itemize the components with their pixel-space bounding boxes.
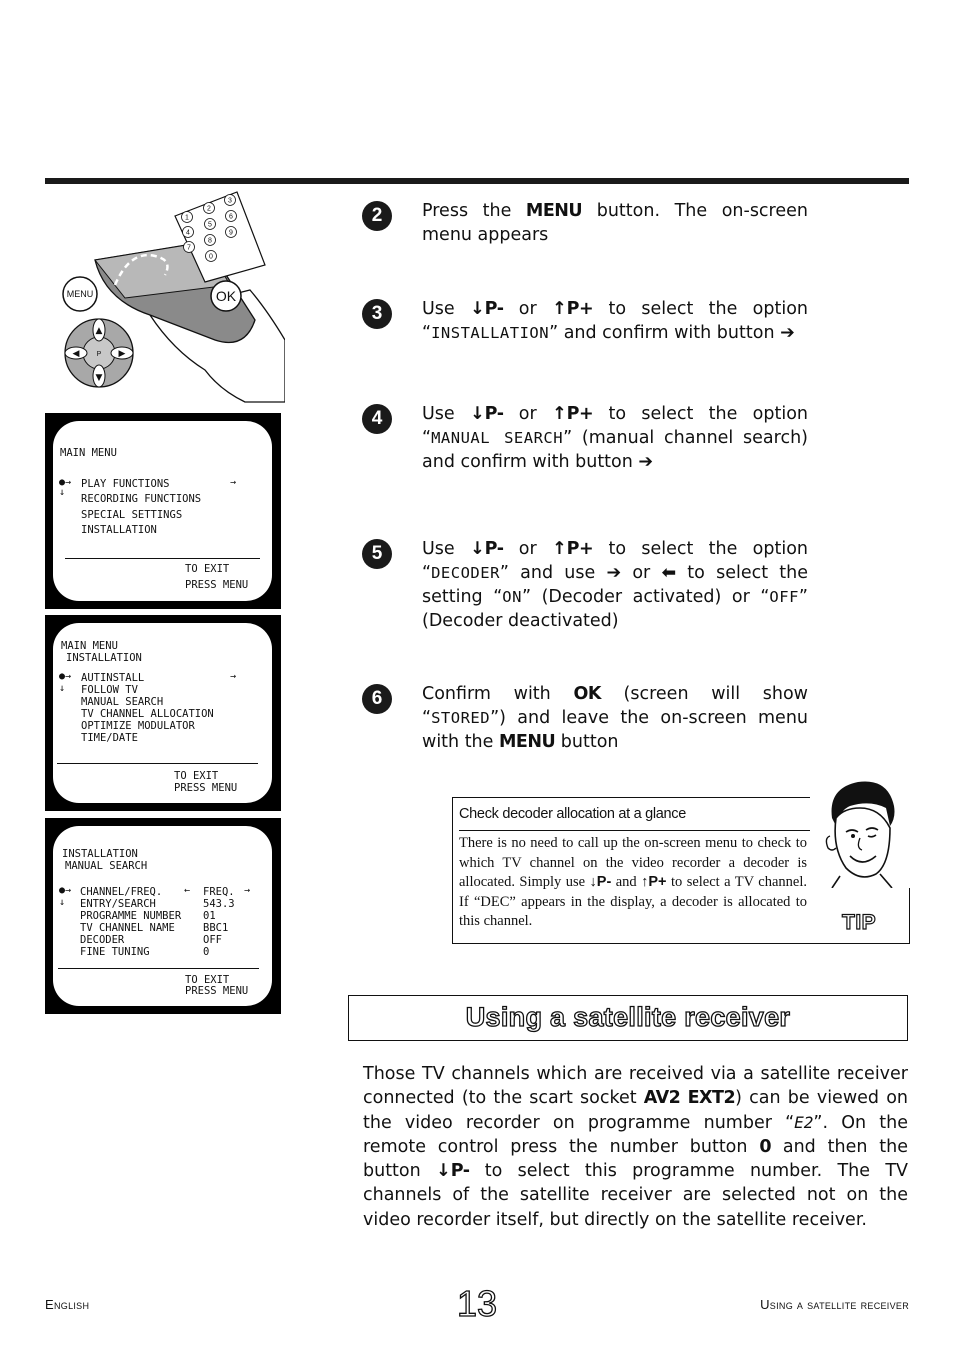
setting-off: OFF [769, 588, 799, 606]
osd-cursor-icon: ●→ [59, 671, 72, 682]
step-text: Confirm with OK (screen will show “STORED”) and leave the on-screen menu with the MENU button [422, 684, 808, 752]
osd-main-menu [45, 413, 281, 609]
menu-button-label: MENU [66, 289, 94, 299]
step-number: 6 [362, 684, 392, 714]
osd-row-label: PROGRAMME NUMBER [80, 910, 182, 922]
osd-row-label: CHANNEL/FREQ. [80, 886, 163, 898]
osd-subtitle: INSTALLATION [66, 652, 142, 664]
osd-row-value: 543.3 [203, 898, 235, 910]
key-0: 0 [209, 253, 213, 261]
step-number: 3 [362, 299, 392, 329]
menu-button-ref: MENU [498, 732, 556, 752]
osd-row-value: 01 [203, 910, 216, 922]
osd-item: FOLLOW TV [81, 684, 138, 696]
right-arrow-icon: ➔ [606, 563, 622, 583]
step-text: Use ↓P- or ↑P+ to select the option “DECODER” and use ➔ or ⬅ to select the setting “ON” (Decoder activated) or “OFF” (Decoder deactivated) [422, 539, 808, 631]
step-6 [362, 682, 808, 754]
up-arrow-icon: ↑ [641, 874, 649, 890]
osd-right-icon: → [230, 671, 237, 682]
satellite-paragraph: Those TV channels which are received via a satellite receiver connected (to the scart socket AV2 EXT2) can be viewed on the video recorder on programme number “E2”. On the remote control press the number button 0 and then the button ↓P- to select this programme number. The TV channels of the satellite receiver are selected not on the video recorder itself, but directly on the satellite receiver. [363, 1064, 908, 1230]
key-8: 8 [208, 237, 212, 245]
programme-number: E2 [794, 1112, 814, 1132]
step-5 [362, 537, 808, 633]
osd-exit-line2: PRESS MENU [185, 579, 249, 591]
osd-row-value: 0 [203, 946, 210, 958]
key-3: 3 [228, 197, 232, 205]
osd-item: RECORDING FUNCTIONS [81, 493, 202, 505]
osd-exit-line1: TO EXIT [185, 974, 230, 986]
menu-button-ref: MENU [525, 201, 583, 221]
left-arrow-icon: ⬅ [661, 563, 677, 583]
step-4 [362, 402, 808, 474]
osd-row-label: ENTRY/SEARCH [80, 898, 156, 910]
down-arrow-icon: ↓ [470, 539, 485, 559]
setting-on: ON [502, 588, 522, 606]
tip-heading: Check decoder allocation at a glance [459, 806, 686, 822]
osd-divider [58, 968, 259, 969]
step-2 [362, 199, 808, 247]
up-arrow-icon: ↑ [551, 299, 567, 319]
svg-text:▼: ▼ [95, 373, 103, 383]
zero-button-ref: 0 [759, 1136, 772, 1157]
p-plus-button-ref: P+ [566, 404, 594, 424]
osd-divider [57, 763, 258, 764]
osd-exit-line1: TO EXIT [185, 563, 230, 575]
osd-row-label: DECODER [80, 934, 125, 946]
tip-character-icon [810, 778, 910, 888]
tip-label: TIP [842, 911, 877, 934]
osd-subtitle: MANUAL SEARCH [65, 860, 148, 872]
osd-row-label: TV CHANNEL NAME [80, 922, 175, 934]
osd-exit-line2: PRESS MENU [174, 782, 238, 794]
option-name: DECODER [431, 564, 500, 582]
ok-button-ref: OK [573, 684, 601, 704]
osd-item: MANUAL SEARCH [81, 696, 164, 708]
p-label: P [96, 351, 102, 358]
osd-item: TIME/DATE [81, 732, 138, 744]
osd-item: PLAY FUNCTIONS [81, 478, 170, 490]
step-number: 4 [362, 404, 392, 434]
section-heading-box [348, 995, 908, 1041]
osd-row-value: BBC1 [203, 922, 229, 934]
svg-text:▲: ▲ [95, 326, 103, 336]
down-arrow-icon: ↓ [470, 404, 485, 424]
step-text: Use ↓P- or ↑P+ to select the option “INSTALLATION” and confirm with button ➔ [422, 299, 808, 343]
scart-socket-ref: AV2 EXT2 [643, 1088, 736, 1109]
osd-item: TV CHANNEL ALLOCATION [81, 708, 214, 720]
osd-title: MAIN MENU [60, 447, 117, 459]
footer-language: English [45, 1297, 90, 1312]
down-arrow-icon: ↓ [470, 299, 485, 319]
key-5: 5 [208, 221, 212, 229]
osd-divider [65, 558, 260, 559]
osd-right-icon: → [230, 477, 237, 488]
p-plus-button-ref: P+ [566, 299, 594, 319]
osd-right-icon: → [244, 885, 251, 896]
right-arrow-icon: ➔ [780, 323, 795, 343]
svg-text:◀: ◀ [72, 349, 80, 359]
osd-row-value: OFF [203, 934, 222, 946]
osd-down-icon: ↓ [59, 897, 66, 908]
osd-title: MAIN MENU [61, 640, 118, 652]
key-9: 9 [229, 229, 233, 237]
down-arrow-icon: ↓ [589, 874, 597, 890]
p-minus-button-ref: P- [596, 874, 612, 890]
remote-control-illustration [55, 190, 285, 405]
key-1: 1 [185, 214, 189, 222]
step-3 [362, 297, 808, 345]
key-4: 4 [186, 229, 190, 237]
page-number: 13 [456, 1283, 498, 1324]
step-number: 5 [362, 539, 392, 569]
step-text: Press the MENU button. The on-screen menu appears [422, 201, 808, 245]
key-2: 2 [207, 205, 211, 213]
p-minus-button-ref: P- [484, 299, 504, 319]
step-number: 2 [362, 201, 392, 231]
up-arrow-icon: ↑ [551, 539, 567, 559]
p-minus-button-ref: P- [484, 539, 504, 559]
osd-item: OPTIMIZE MODULATOR [81, 720, 195, 732]
right-arrow-icon: ➔ [638, 452, 654, 472]
ok-button-label: OK [215, 288, 237, 304]
osd-cursor-icon: ●→ [59, 477, 72, 488]
up-arrow-icon: ↑ [551, 404, 567, 424]
key-6: 6 [229, 213, 233, 221]
down-arrow-icon: ↓ [436, 1161, 451, 1182]
osd-exit-line1: TO EXIT [174, 770, 219, 782]
top-rule [45, 178, 909, 184]
osd-installation-menu [45, 615, 281, 811]
osd-item: INSTALLATION [81, 524, 157, 536]
osd-row-label: FINE TUNING [80, 946, 150, 958]
osd-down-icon: ↓ [59, 683, 66, 694]
p-plus-button-ref: P+ [648, 874, 667, 890]
svg-text:▶: ▶ [118, 349, 126, 359]
option-name: INSTALLATION [431, 324, 550, 342]
osd-exit-line2: PRESS MENU [185, 985, 249, 997]
tip-body: There is no need to call up the on-screen menu to check to which TV channel on the video recorder a decoder is allocated. Simply use ↓P- and ↑P+ to select a TV channel. If “DEC” appears in the display, a decoder is allocated to this channel. [459, 835, 807, 929]
footer-section: Using a satellite receiver [760, 1297, 909, 1312]
osd-left-icon: ← [184, 885, 191, 896]
stored-message: STORED [431, 709, 491, 727]
key-7: 7 [187, 244, 191, 252]
option-name: MANUAL SEARCH [431, 429, 564, 447]
osd-item: AUTINSTALL [81, 672, 145, 684]
osd-title: INSTALLATION [62, 848, 138, 860]
osd-manual-search [45, 818, 281, 1014]
p-minus-button-ref: P- [484, 404, 504, 424]
osd-row-value: FREQ. [203, 886, 235, 898]
step-text: Use ↓P- or ↑P+ to select the option “MANUAL SEARCH” (manual channel search) and confirm with button ➔ [422, 404, 808, 472]
osd-cursor-icon: ●→ [59, 885, 72, 896]
osd-down-icon: ↓ [59, 487, 66, 498]
p-plus-button-ref: P+ [566, 539, 594, 559]
osd-item: SPECIAL SETTINGS [81, 509, 183, 521]
section-title: Using a satellite receiver [465, 1002, 791, 1032]
p-minus-button-ref: P- [450, 1161, 470, 1182]
